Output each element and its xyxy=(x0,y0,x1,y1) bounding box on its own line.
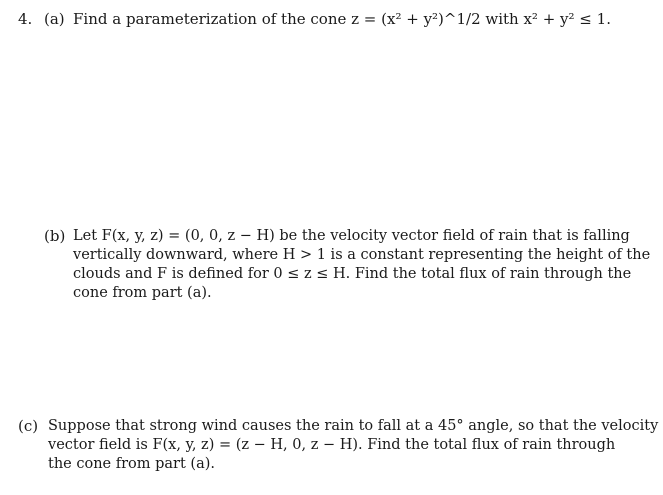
problem-number: 4. xyxy=(18,10,33,28)
part-b-line-4: cone from part (a). xyxy=(73,285,212,301)
part-a-line-1: Find a parameterization of the cone z = (x² + y²)^1/2 with x² + y² ≤ 1. xyxy=(73,10,611,28)
part-c-line-1: Suppose that strong wind causes the rain to fall at a 45° angle, so that the velocity xyxy=(48,418,659,434)
part-c-line-3: the cone from part (a). xyxy=(48,456,215,472)
part-b-line-3: clouds and F is defined for 0 ≤ z ≤ H. Find the total flux of rain through the xyxy=(73,266,632,282)
part-c-label: (c) xyxy=(18,417,39,435)
part-b-line-1: Let F(x, y, z) = (0, 0, z − H) be the velocity vector field of rain that is falling xyxy=(73,228,630,244)
part-b-line-2: vertically downward, where H > 1 is a constant representing the height of the xyxy=(73,247,651,263)
part-a-label: (a) xyxy=(44,10,65,28)
part-c-line-2: vector field is F(x, y, z) = (z − H, 0, z − H). Find the total flux of rain through xyxy=(48,437,616,453)
part-b-label: (b) xyxy=(44,227,66,245)
